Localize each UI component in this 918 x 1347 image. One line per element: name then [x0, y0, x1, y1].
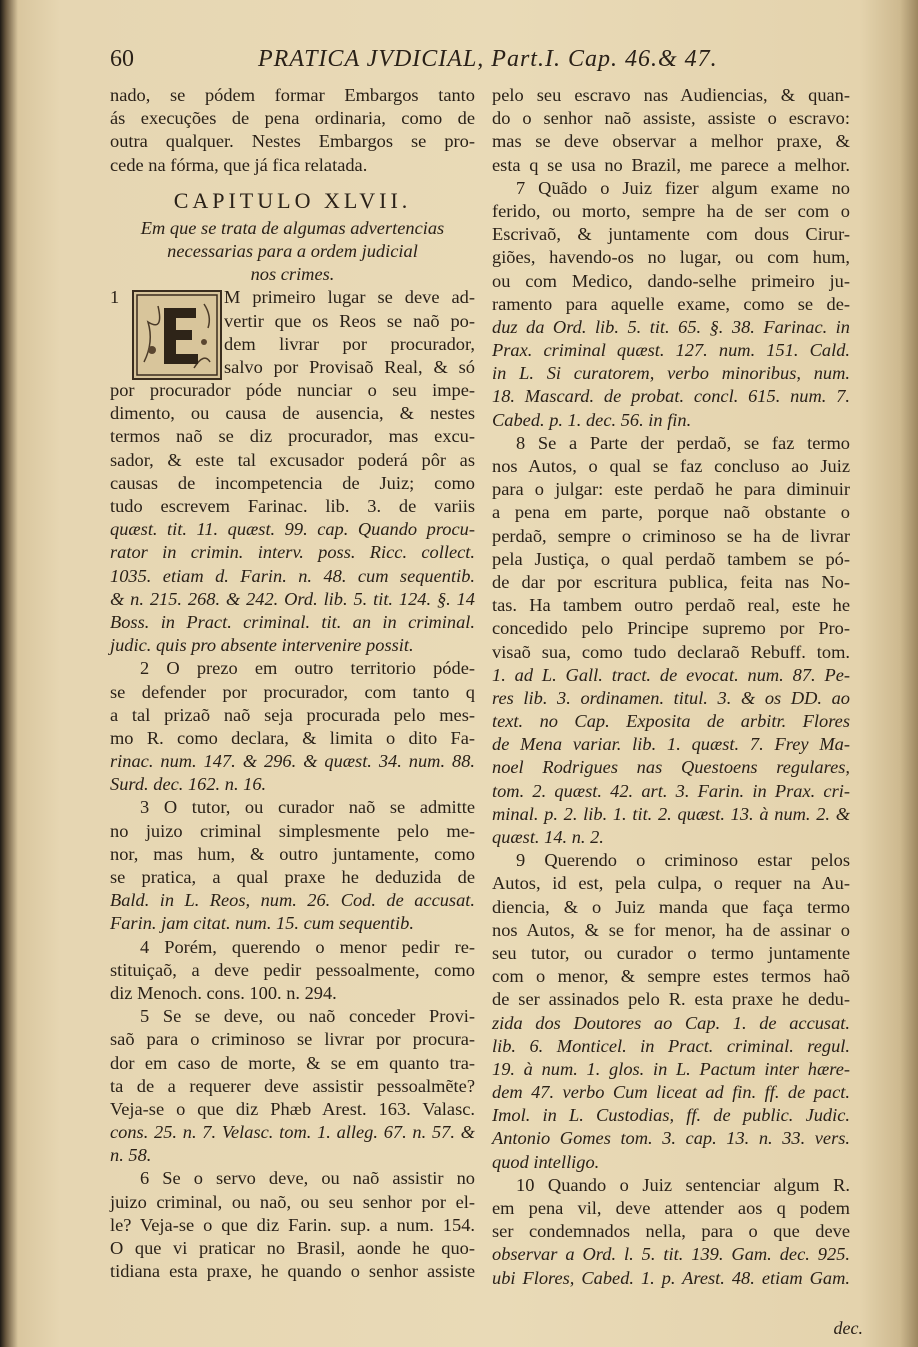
- citation-line: observar a Ord. l. 5. tit. 139. Gam. dec. 925.: [492, 1244, 850, 1265]
- text-line: visaõ sua, como tudo declaraõ Rebuff. tom.: [492, 641, 850, 662]
- text-line: seu tutor, ou curador o termo juntamente: [492, 942, 850, 963]
- text-line: juizo criminal, ou naõ, ou seu senhor por el-: [110, 1191, 475, 1212]
- text-line: de ser assinados pelo R. esta praxe he dedu-: [492, 989, 850, 1010]
- text-line: 9 Querendo o criminoso estar pelos: [516, 850, 850, 871]
- text-line: por procurador póde nunciar o seu impe-: [110, 380, 475, 401]
- citation-line: 18. Mascard. de probat. concl. 615. num. 7.: [492, 386, 850, 407]
- text-line: 5 Se se deve, ou naõ conceder Provi-: [140, 1006, 475, 1027]
- text-line: perdaõ, sempre o criminoso se ha de livrar: [492, 525, 850, 546]
- text-line: sador, & este tal excusador poderá pôr as: [110, 449, 475, 470]
- text-line: tudo escrevem Farinac. lib. 3. de variis: [110, 496, 475, 516]
- catchword: dec.: [833, 1318, 863, 1338]
- text-line: Autos, id est, pela culpa, o requer na Au-: [492, 873, 850, 894]
- citation-line: Prax. criminal quæst. 127. num. 151. Cald.: [492, 340, 850, 361]
- text-line: 7 Quãdo o Juiz fizer algum exame no: [516, 177, 850, 198]
- text-line: ou com Medico, dando-selhe primeiro ju-: [492, 270, 850, 291]
- text-line: 3 O tutor, ou curador naõ se admitte: [140, 797, 475, 818]
- text-line: nado, se pódem formar Embargos tanto: [110, 85, 475, 105]
- text-line: nor, mas hum, & outro juntamente, como: [110, 843, 475, 864]
- text-line: 8 Se a Parte der perdaõ, se faz termo: [516, 432, 850, 453]
- section-3: [110, 796, 475, 935]
- text-line: saõ para o criminoso se livrar por procura-: [110, 1029, 475, 1050]
- citation-line: cons. 25. n. 7. Velasc. tom. 1. alleg. 67. n. 57. &: [110, 1122, 475, 1143]
- section-6: [110, 1167, 475, 1283]
- citation-line: text. no Cap. Exposita de arbitr. Flores: [492, 711, 850, 732]
- citation-line: judic. quis pro absente intervenire possit.: [110, 635, 414, 656]
- text-line: le? Veja-se o que diz Farin. sup. a num. 154.: [110, 1214, 475, 1235]
- text-line: pelo seu escravo nas Audiencias, & quan-: [492, 85, 850, 105]
- citation-line: in L. Si curatorem, verbo minoribus, num.: [492, 363, 850, 384]
- text-line: concedido pelo Principe supremo por Pro-: [492, 618, 850, 639]
- section-9: [492, 849, 850, 1174]
- text-line: tas. Ha tambem outro perdaõ real, este he: [492, 595, 850, 616]
- citation-line: quæst. 14. n. 2.: [492, 827, 604, 847]
- section-7: [492, 177, 850, 432]
- citation-line: tom. 2. quæst. 42. art. 3. Farin. in Prax. cri-: [492, 780, 850, 801]
- citation-line: dem 47. verbo Cum liceat ad fin. ff. de pact.: [492, 1082, 850, 1103]
- text-line: mo R. como declara, & limita o dito Fa-: [110, 727, 475, 748]
- right-column: [492, 84, 850, 1290]
- left-top-lines: [110, 84, 475, 177]
- page-number: 60: [110, 46, 134, 72]
- text-line: 10 Quando o Juiz sentenciar algum R.: [516, 1174, 850, 1195]
- text-line: 4 Porém, querendo o menor pedir re-: [140, 936, 475, 957]
- text-line: no juizo criminal simplesmente pelo me-: [110, 820, 475, 841]
- text-line: do o senhor naõ assiste, assiste o escravo:: [492, 108, 850, 129]
- text-line: stituiçaõ, a deve pedir pessoalmente, como: [110, 959, 475, 980]
- text-line: causas de incompetencia de Juiz; como: [110, 472, 475, 493]
- citation-line: ubi Flores, Cabed. 1. p. Arest. 48. etiam Gam.: [492, 1267, 850, 1288]
- text-line: salvo por Provisaõ Real, & só: [224, 356, 475, 377]
- text-line: a pena em parte, porque naõ obstante o: [492, 502, 850, 523]
- text-line: termos naõ se diz procurador, mas excu-: [110, 426, 475, 447]
- left-column: [110, 84, 475, 1283]
- citation-line: 1035. etiam d. Farin. n. 48. cum sequentib.: [110, 565, 475, 586]
- citation-line: 1. ad L. Gall. tract. de evocat. num. 87. Pe-: [492, 664, 850, 685]
- chapter-subtitle-line: nos crimes.: [250, 264, 335, 285]
- text-line: se defender por procurador, com tanto q: [110, 681, 475, 702]
- text-line: se pratica, a qual praxe he deduzida de: [110, 867, 475, 887]
- text-line: para o julgar: este perdaõ he para diminuir: [492, 479, 850, 500]
- text-line: ás execuções de pena ordinaria, como de: [110, 108, 475, 129]
- citation-line: de Mena variar. lib. 1. quæst. 7. Frey Ma-: [492, 734, 850, 755]
- text-line: em pena vil, deve attender aos q podem: [492, 1198, 850, 1218]
- text-line: M primeiro lugar se deve ad-: [224, 287, 475, 308]
- text-line: esta q se usa no Brazil, me parece a melhor.: [492, 154, 850, 175]
- text-line: nos Autos, o qual se faz concluso ao Juiz: [492, 456, 850, 476]
- chapter-subtitle-line: Em que se trata de algumas advertencias: [140, 217, 445, 238]
- decorated-initial-e-icon: [132, 290, 222, 380]
- citation-line: quod intelligo.: [492, 1151, 600, 1172]
- citation-line: rator in crimin. interv. poss. Ricc. collect.: [110, 542, 475, 563]
- text-line: a tal prizaõ naõ seja procurada pelo mes-: [110, 704, 475, 725]
- text-line: dem livrar por procurador,: [224, 333, 475, 354]
- text-line: 2 O prezo em outro territorio póde-: [140, 658, 475, 679]
- section-8: [492, 432, 850, 849]
- text-line: Escrivaõ, & juntamente com dous Cirur-: [492, 224, 850, 245]
- text-line: dimento, ou causa de ausencia, & nestes: [110, 403, 475, 424]
- citation-line: Boss. in Pract. criminal. tit. an in criminal.: [110, 611, 475, 632]
- running-title: PRATICA JVDICIAL, Part.I. Cap. 46.& 47.: [258, 46, 718, 72]
- text-line: Veja-se o que diz Phæb Arest. 163. Valasc.: [110, 1098, 475, 1119]
- text-line: 6 Se o servo deve, ou naõ assistir no: [140, 1168, 475, 1189]
- citation-line: noel Rodrigues nas Questoens regulares,: [492, 757, 850, 778]
- right-top-lines: [492, 84, 850, 177]
- citation-line: Surd. dec. 162. n. 16.: [110, 774, 267, 795]
- citation-line: n. 58.: [110, 1145, 152, 1166]
- section-number: 1: [110, 287, 120, 308]
- text-line: dor em caso de morte, & se em quanto tra-: [110, 1052, 475, 1073]
- citation-line: Farin. jam citat. num. 15. cum sequentib.: [110, 913, 414, 934]
- section-4: [110, 936, 475, 1006]
- citation-line: Bald. in L. Reos, num. 26. Cod. de accusat.: [110, 890, 475, 911]
- citation-line: Imol. in L. Custodias, ff. de public. Judic.: [492, 1105, 850, 1126]
- text-line: cede na fórma, que já fica relatada.: [110, 154, 368, 175]
- citation-line: quæst. tit. 11. quæst. 99. cap. Quando procu-: [110, 519, 475, 540]
- chapter-subtitle-line: necessarias para a ordem judicial: [167, 240, 418, 261]
- text-line: de dar por escritura publica, feita nas No-: [492, 571, 850, 592]
- citation-line: Cabed. p. 1. dec. 56. in fin.: [492, 409, 692, 430]
- section-10: [492, 1174, 850, 1290]
- citation-line: rinac. num. 147. & 296. & quæst. 34. num. 88.: [110, 751, 475, 772]
- page-header: [110, 46, 860, 82]
- citation-line: 19. à num. 1. glos. in L. Pactum inter hære-: [492, 1058, 850, 1079]
- citation-line: Antonio Gomes tom. 3. cap. 13. n. 33. vers.: [492, 1128, 850, 1149]
- text-line: tidiana esta praxe, he quando o senhor assiste: [110, 1261, 475, 1282]
- citation-line: lib. 6. Monticel. in Pract. criminal. regul.: [492, 1035, 850, 1056]
- citation-line: res lib. 3. ordinamen. titul. 3. & os DD. ao: [492, 687, 850, 708]
- text-line: diz Menoch. cons. 100. n. 294.: [110, 982, 337, 1003]
- text-line: mas se deve observar a melhor praxe, &: [492, 131, 850, 152]
- text-line: ramento para aquelle exame, como se de-: [492, 293, 850, 314]
- text-line: outra qualquer. Nestes Embargos se pro-: [110, 131, 475, 152]
- text-line: ser condemnados nella, para o que deve: [492, 1221, 850, 1242]
- section-2: [110, 657, 475, 796]
- text-line: ferido, ou morto, sempre ha de ser com o: [492, 200, 850, 221]
- section-1-body: [110, 379, 475, 657]
- text-line: O que vi praticar no Brasil, aonde he quo-: [110, 1238, 475, 1258]
- text-line: ta de a requerer deve assistir pessoalmẽte?: [110, 1075, 475, 1096]
- citation-line: zida dos Doutores ao Cap. 1. de accusat.: [492, 1012, 850, 1033]
- text-line: nos Autos, & se for menor, ha de assinar o: [492, 919, 850, 940]
- text-line: com o menor, & sempre estes termos haõ: [492, 966, 850, 987]
- text-line: vertir que os Reos se naõ po-: [224, 310, 475, 331]
- section-1: [110, 286, 475, 379]
- text-line: giões, havendo-os no lugar, ou com hum,: [492, 247, 850, 268]
- citation-line: minal. p. 2. lib. 1. tit. 2. quæst. 13. à num. 2. &: [492, 803, 850, 824]
- text-line: diencia, & o Juiz manda que faça termo: [492, 896, 850, 917]
- text-line: pela Justiça, o qual perdaõ tambem se pó-: [492, 548, 850, 569]
- citation-line: & n. 215. 268. & 242. Ord. lib. 5. tit. 124. §. 14: [110, 588, 475, 609]
- section-5: [110, 1005, 475, 1167]
- citation-line: duz da Ord. lib. 5. tit. 65. §. 38. Farinac. in: [492, 316, 850, 337]
- chapter-heading: CAPITULO XLVII.: [173, 187, 412, 213]
